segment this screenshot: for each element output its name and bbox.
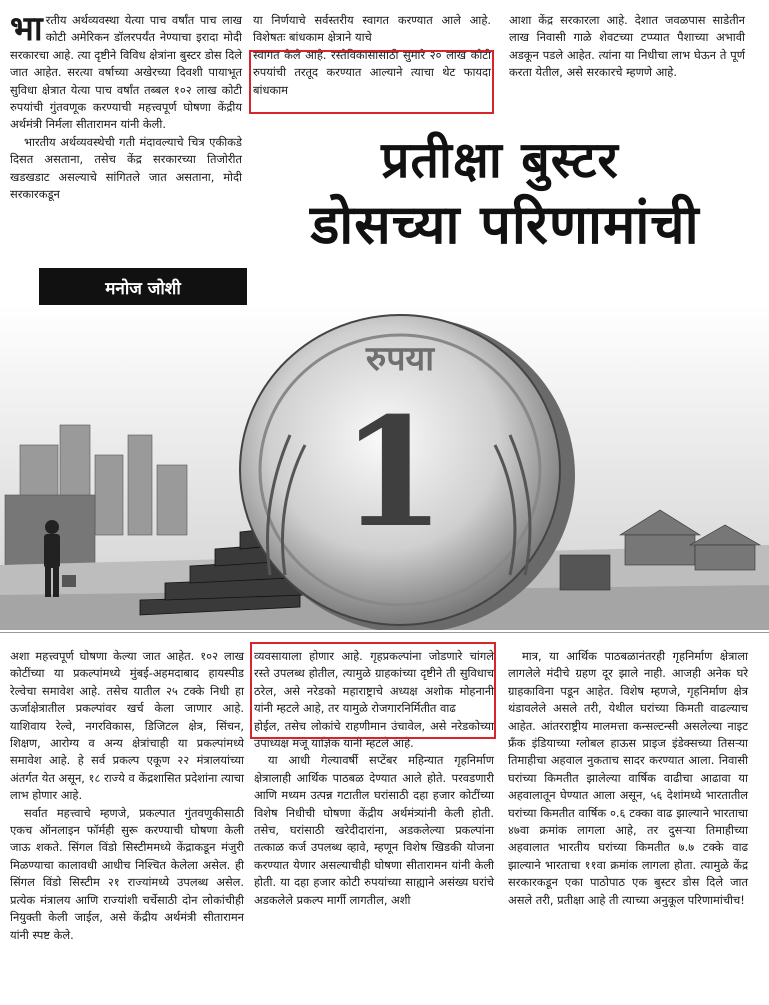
paragraph: अशा महत्त्वपूर्ण घोषणा केल्या जात आहेत. १०२ लाख कोटींच्या या प्रकल्पांमध्ये मुंबई-अहमदाबाद हायस्पीड रेल्वेचा समावेश आहे. तसेच यातील २५ टक्के निधी हा ऊर्जाक्षेत्रातील प्रकल्पांवर खर्च केला जाणार आहे. याशिवाय रेल्वे, नगरविकास, डिजिटल क्षेत्र, सिंचन, शिक्षण, आरोग्य व अन्य क्षेत्रांचाही या प्रकल्पांमध्ये समावेश आहे. हे सर्व प्रकल्प एकूण २२ मंत्रालयांच्या अंतर्गत येत असून, १८ राज्ये व केंद्रशासित प्रदेशांना त्याचा लाभ होणार आहे. bbox=[10, 649, 244, 803]
section-divider bbox=[0, 632, 769, 633]
paragraph: या आधी गेल्यावर्षी सप्टेंबर महिन्यात गृहनिर्माण क्षेत्रालाही आर्थिक पाठबळ देण्यात आले होते. परवडणारी आणि मध्यम उत्पन्न गटातील घरांसाठी दहा हजार कोटींच्या विशेष निधीची घोषणा केंद्रीय अर्थमंत्र्यांनी केली होती. तसेच, घरांसाठी खरेदीदारांना, अडकलेल्या प्रकल्पांना तत्काळ कर्ज उपलब्ध व्हावे, म्हणून विशेष खिडकी योजना करण्यात येणार असल्याचीही घोषणा सीतारामन यांनी केली होती. या दहा हजार कोटी रुपयांच्या साह्याने असंख्य घरांचे अडकलेले प्रकल्प मार्गी लागतील, अशी bbox=[254, 753, 494, 907]
highlight-box-top bbox=[249, 50, 494, 114]
paragraph: भारतीय अर्थव्यवस्थेची गती मंदावल्याचे चित्र एकीकडे दिसत असताना, तसेच केंद्र सरकारच्या तिजोरीत खडखडाट असल्याचे सांगितले जात असताना, मोदी सरकारकडून bbox=[10, 134, 242, 202]
illustration-rupee-coin bbox=[0, 305, 769, 630]
intro-text: रतीय अर्थव्यवस्था येत्या पाच वर्षांत पाच लाख कोटी अमेरिकन डॉलरपर्यंत नेण्याचा इरादा मोदी सरकारचा आहे. त्या दृष्टीने विविध क्षेत्रांना बुस्टर डोस दिले जात आहेत. सरत्या वर्षाच्या अखेरच्या दिवशी पायाभूत सुविधा क्षेत्रात येत्या पाच वर्षांत तब्बल १०२ लाख कोटी रुपयांची गुंतवणूक करण्याची महत्त्वपूर्ण घोषणा केंद्रीय अर्थमंत्री निर्मला सीतारामन यांनी केली. bbox=[10, 13, 242, 132]
paragraph: मात्र, या आर्थिक पाठबळानंतरही गृहनिर्माण क्षेत्राला लागलेले मंदीचे ग्रहण दूर झाले नाही. आजही अनेक घरे ग्राहकाविना पडून आहेत. विशेष म्हणजे, गृहनिर्माण क्षेत्र थंडावलेले असले तरी, येथील घरांच्या किमती वाढल्याच आहेत. आंतरराष्ट्रीय मालमत्ता कन्सल्टन्सी असलेल्या नाइट फ्रँक इंडियाच्या ग्लोबल हाऊस प्राइज इंडेक्सच्या तिसऱ्या तिमाहीचा अहवाल नुकताच सादर करण्यात आला. निवासी घरांच्या किमतीत झालेल्या वार्षिक वाढीचा आढावा या अहवालातून घेण्यात आला असून, ५६ देशांमध्ये भारतातील घरांच्या किमतीत वार्षिक ०.६ टक्का वाढ झाल्याने भारताचा ४७वा क्रमांक लागला आहे, तर दुसऱ्या तिमाहीच्या अहवालात भारतीय घरांच्या किमतीत ७.७ टक्के वाढ झाल्याने भारताचा ११वा क्रमांक लागला होता. त्यामुळे केंद्र सरकारकडून एका पाठोपाठ एक बुस्टर डोस दिले जात असले तरी, प्रतीक्षा आहे ती त्याच्या अनुकूल परिणामांचीच! bbox=[508, 649, 748, 907]
author-byline: मनोज जोशी bbox=[39, 268, 247, 306]
paragraph: सर्वात महत्त्वाचे म्हणजे, प्रकल्पात गुंतवणुकीसाठी एकच ऑनलाइन फॉर्मही सुरू करण्याची घोषणा केली जाऊ शकते. सिंगल विंडो सिस्टीममध्ये केंद्राकडून मंजुरी मिळण्याचा कालावधी आधीच निश्चित केलेला असेल. ही सिंगल विंडो सिस्टीम २१ राज्यांमध्ये उपलब्ध असेल. प्रत्येक मंत्रालय आणि राज्यांशी चर्चेसाठी दोन लोकांचीही नियुक्ती केली जाईल, असे केंद्रीय अर्थमंत्री सीतारामन यांनी स्पष्ट केले. bbox=[10, 805, 244, 942]
bottom-column-1 bbox=[10, 648, 244, 944]
intro-paragraph bbox=[10, 9, 242, 134]
coin-denomination: 1 bbox=[340, 385, 446, 561]
top-column-3 bbox=[509, 12, 745, 82]
highlight-box-bottom bbox=[250, 642, 496, 739]
bottom-column-3 bbox=[508, 648, 748, 909]
highlighted-quote: व्यवसायाला होणार आहे. गृहप्रकल्पांना जोडणारे चांगले रस्ते उपलब्ध होतील, त्यामुळे ग्राहकांच्या दृष्टीने ती सुविधाच ठरेल, असे नरेडको महाराष्ट्राचे अध्यक्ष अशोक मोहनानी यांनी म्हटले आहे, तर यामुळे रोजगारनिर्मितीत वाढ bbox=[254, 649, 494, 716]
headline-line-1: प्रतीक्षा बुस्टर bbox=[381, 131, 619, 189]
coin-text: रुपया bbox=[365, 339, 435, 379]
top-column-1 bbox=[10, 9, 242, 203]
paragraph: होईल, तसेच लोकांचे राहणीमान उंचावेल, असे नरेडकोच्या उपाध्यक्ष मंजू याज्ञिक यांनी म्हटले आहे. bbox=[254, 718, 494, 751]
paragraph: आशा केंद्र सरकारला आहे. देशात जवळपास साडेतीन लाख निवासी गाळे शेवटच्या टप्प्यात पैशाच्या अभावी अडकून पडले आहेत. त्यांना या निधीचा लाभ घेऊन ते पूर्ण करता येतील, असे सरकारचे म्हणणे आहे. bbox=[509, 13, 745, 80]
highlighted-quote: स्वागत केले आहे. रस्तेविकासासाठी सुमारे २० लाख कोटी रुपयांची तरतूद करण्यात आल्याने त्याचा थेट फायदा बांधकाम bbox=[253, 47, 491, 97]
drop-cap: भा bbox=[10, 9, 43, 49]
paragraph: या निर्णयाचे सर्वस्तरीय स्वागत करण्यात आले आहे. विशेषतः बांधकाम क्षेत्राने याचे bbox=[253, 13, 491, 45]
headline-line-2: डोसच्या परिणामांची bbox=[310, 193, 700, 256]
